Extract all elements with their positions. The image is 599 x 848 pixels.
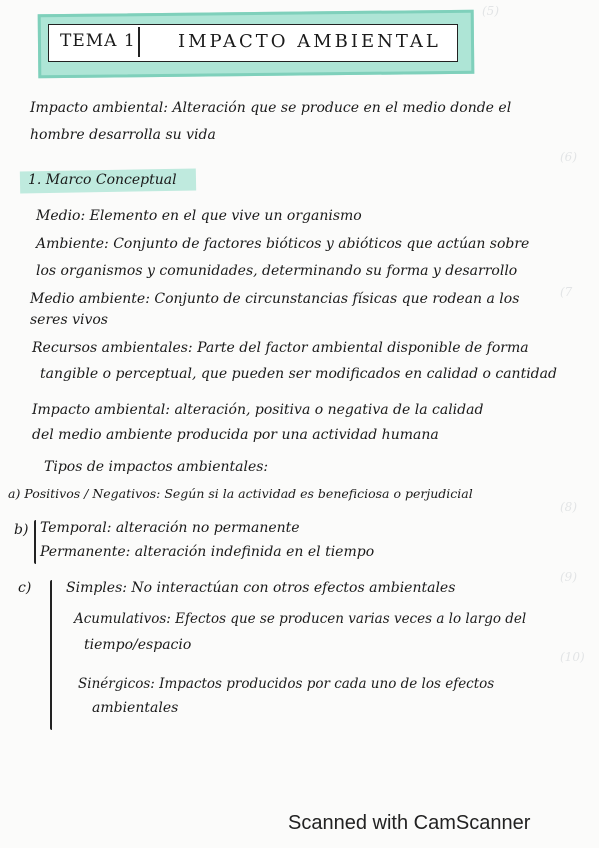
type-c-synergic: Sinérgicos: Impactos producidos por cada uno de los efectos [78, 676, 495, 692]
intro-line: Impacto ambiental: Alteración que se produce en el medio donde el [30, 100, 512, 116]
types-heading: Tipos de impactos ambientales: [44, 459, 269, 475]
definition-line: Recursos ambientales: Parte del factor ambiental disponible de forma [32, 340, 529, 356]
intro-line: hombre desarrolla su vida [30, 127, 216, 143]
definition-line: Ambiente: Conjunto de factores bióticos y abióticos que actúan sobre [36, 236, 530, 252]
type-b-label: b) [14, 522, 29, 538]
bleed-through-mark: (10) [560, 650, 585, 664]
definition-line: tangible o perceptual, que pueden ser modificados en calidad o cantidad [40, 366, 557, 382]
definition-line: los organismos y comunidades, determinando su forma y desarrollo [36, 263, 518, 279]
bleed-through-mark: (5) [482, 4, 499, 18]
page-title: IMPACTO AMBIENTAL [178, 31, 441, 52]
definition-line: Medio ambiente: Conjunto de circunstancias físicas que rodean a los [30, 291, 520, 307]
bleed-through-mark: (6) [560, 150, 577, 164]
tema-label: TEMA 1 [60, 31, 136, 51]
type-b-temporal: Temporal: alteración no permanente [40, 520, 300, 536]
type-c-label: c) [18, 580, 32, 596]
definition-line: Medio: Elemento en el que vive un organismo [36, 208, 362, 224]
definition-line: del medio ambiente producida por una actividad humana [32, 427, 439, 443]
bleed-through-mark: (9) [560, 570, 577, 584]
type-c-brace [50, 580, 52, 730]
type-b-permanent: Permanente: alteración indefinida en el tiempo [40, 544, 375, 560]
title-divider [138, 27, 140, 57]
bleed-through-mark: (8) [560, 500, 577, 514]
type-c-cumulative: Acumulativos: Efectos que se producen varias veces a lo largo del [74, 611, 527, 627]
definition-line: seres vivos [30, 312, 108, 328]
bleed-through-mark: (7 [560, 285, 573, 299]
type-c-simple: Simples: No interactúan con otros efectos ambientales [66, 580, 456, 596]
type-c-synergic-cont: ambientales [92, 700, 179, 716]
scanner-watermark: Scanned with CamScanner [288, 812, 531, 834]
type-c-cumulative-cont: tiempo/espacio [84, 637, 192, 653]
definition-line: Impacto ambiental: alteración, positiva o negativa de la calidad [32, 402, 484, 418]
type-b-brace [34, 520, 36, 564]
section-title: 1. Marco Conceptual [28, 172, 177, 188]
type-a: a) Positivos / Negativos: Según si la actividad es beneficiosa o perjudicial [8, 486, 473, 501]
